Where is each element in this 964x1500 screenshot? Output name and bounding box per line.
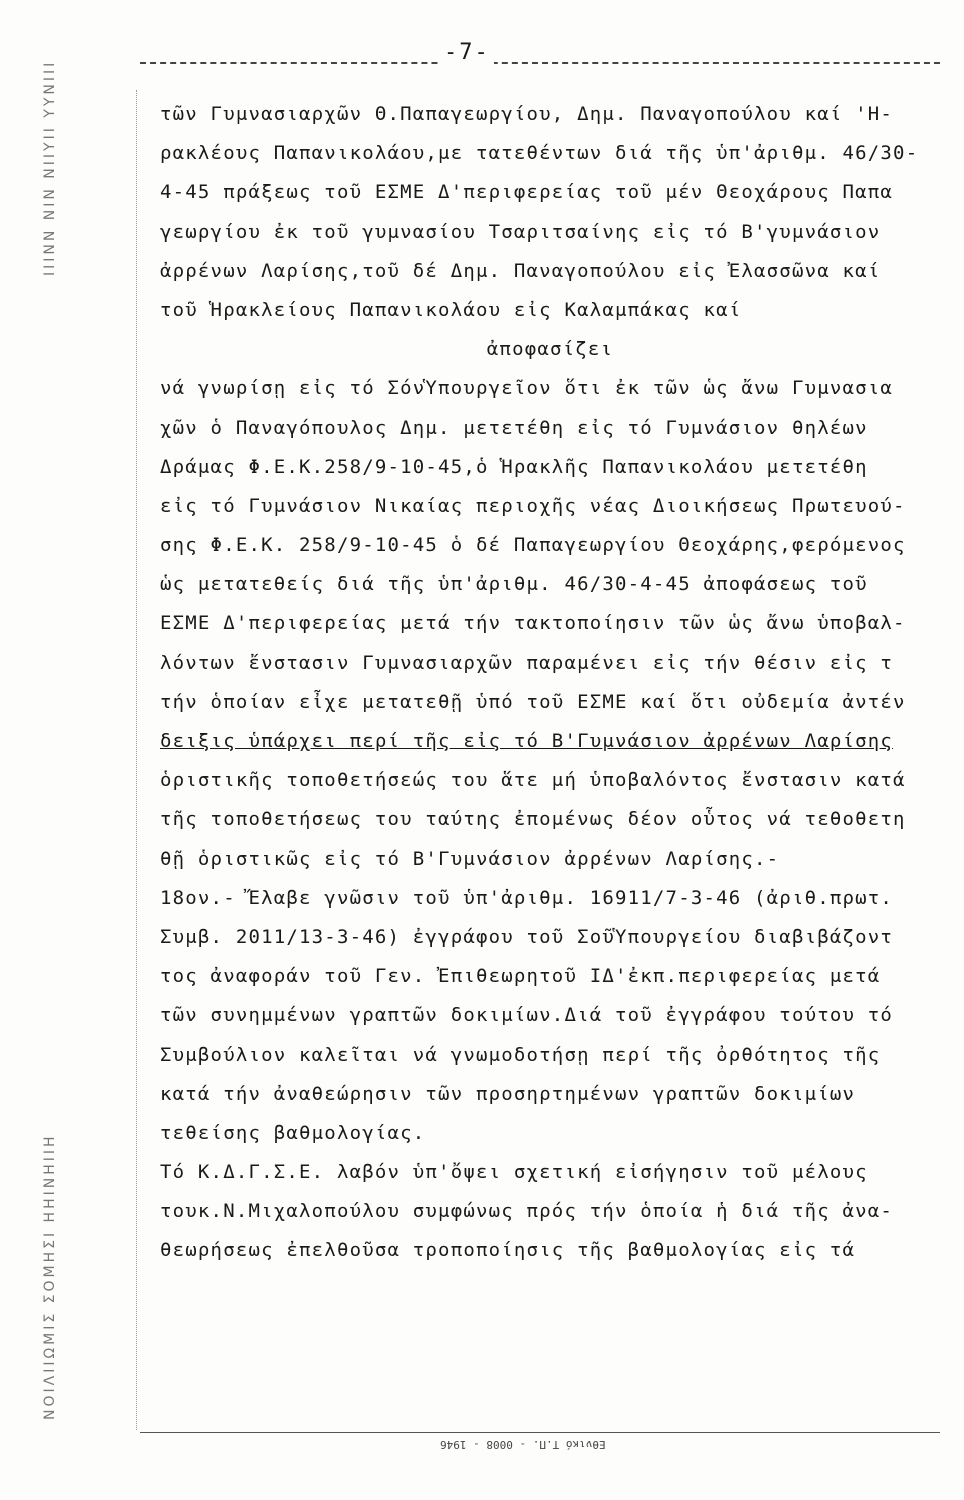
margin-line (136, 90, 137, 1430)
text-line: Συμβούλιον καλεῖται νά γνωμοδοτήσῃ περί τῆς ὀρθότητος τῆς (160, 1043, 881, 1066)
text-line: θῇ ὁριστικῶς εἰς τό Β'Γυμνάσιον ἀρρένων Λαρίσης.- (160, 847, 780, 870)
text-line: χῶν ὁ Παναγόπουλος Δημ. μετετέθη εἰς τό Γυμνάσιον θηλέων (160, 416, 868, 439)
margin-stamp-text-2: ΙΙΙΝΝ ΝΙΝ ΝΙΙΥΙΙ ΥΥΝΙΙΙ (42, 60, 58, 277)
text-line: εἰς τό Γυμνάσιον Νικαίας περιοχῆς νέας Διοικήσεως Πρωτευού- (160, 494, 906, 517)
text-line: κατά τήν ἀναθεώρησιν τῶν προσηρτημένων γραπτῶν δοκιμίων (160, 1082, 856, 1105)
text-line: Δράμας Φ.Ε.Κ.258/9-10-45,ὁ Ἡρακλῆς Παπανικολάου μετετέθη (160, 455, 868, 478)
margin-archive-stamp (42, 60, 82, 1420)
document-body (160, 95, 940, 1271)
text-line: ρακλέους Παπανικολάου,με τατεθέντων διά τῆς ὑπ'ἀριθμ. 46/30- (160, 142, 919, 165)
text-line: 18ον.- Ἔλαβε γνῶσιν τοῦ ὑπ'ἀριθμ. 16911/7-3-46 (ἀριθ.πρωτ. (160, 886, 894, 909)
decision-heading: ἀποφασίζει (486, 338, 614, 361)
footer-stamp: Εθνικό Τ.Π. - 0008 - 1946 (440, 1438, 606, 1451)
text-line: δειξις ὑπάρχει περί τῆς εἰς τό Β'Γυμνάσιον ἀρρένων Λαρίσης (160, 730, 894, 752)
text-line: τεθείσης βαθμολογίας. (160, 1121, 426, 1144)
text-line: ἀρρένων Λαρίσης,τοῦ δέ Δημ. Παναγοπούλου εἰς Ἐλασσῶνα καί (160, 259, 881, 282)
text-line: Τό Κ.Δ.Γ.Σ.Ε. λαβόν ὑπ'ὄψει σχετική εἰσήγησιν τοῦ μέλους (160, 1161, 868, 1184)
text-line: Συμβ. 2011/13-3-46) ἐγγράφου τοῦ ΣοῦὙπουργείου διαβιβάζοντ (160, 925, 894, 948)
top-divider (140, 62, 940, 64)
text-line: 4-45 πράξεως τοῦ ΕΣΜΕ Δ'περιφερείας τοῦ μέν Θεοχάρους Παπα (160, 181, 894, 204)
bottom-divider (140, 1432, 940, 1433)
text-line: ὡς μετατεθείς διά τῆς ὑπ'ἀριθμ. 46/30-4-45 ἀποφάσεως τοῦ (160, 573, 868, 596)
text-line: ΕΣΜΕ Δ'περιφερείας μετά τήν τακτοποίησιν τῶν ὡς ἄνω ὑποβαλ- (160, 612, 906, 635)
text-line: τῆς τοποθετήσεως του ταύτης ἐπομένως δέον οὗτος νά τεθοθετη (160, 808, 906, 831)
text-line: λόντων ἔνστασιν Γυμνασιαρχῶν παραμένει εἰς τήν θέσιν εἰς τ (160, 651, 894, 674)
text-line: σης Φ.Ε.Κ. 258/9-10-45 ὁ δέ Παπαγεωργίου Θεοχάρης,φερόμενος (160, 534, 906, 557)
text-line: νά γνωρίσῃ εἰς τό ΣόνὙπουργεῖον ὅτι ἐκ τῶν ὡς ἄνω Γυμνασια (160, 377, 894, 400)
page-number: -7- (440, 40, 494, 65)
text-line: θεωρήσεως ἐπελθοῦσα τροποποίησις τῆς βαθμολογίας εἰς τά (160, 1239, 856, 1262)
text-line: γεωργίου ἐκ τοῦ γυμνασίου Τσαριτσαίνης εἰς τό Β'γυμνάσιον (160, 220, 881, 243)
text-line: τῶν Γυμνασιαρχῶν Θ.Παπαγεωργίου, Δημ. Παναγοπούλου καί 'Η- (160, 103, 894, 125)
text-line: ὁριστικῆς τοποθετήσεώς του ἅτε μή ὑποβαλόντος ἔνστασιν κατά (160, 769, 906, 792)
text-line: τήν ὁποίαν εἶχε μετατεθῇ ὑπό τοῦ ΕΣΜΕ καί ὅτι οὐδεμία ἀντέν (160, 690, 906, 713)
margin-stamp-text-1: ΝΟΙΛΙΙΩΜΙΣ ΣΟΜΗΣΙ ΗΗΙΝΗΙΙΗ (42, 1133, 58, 1420)
text-line: τοῦ Ἡρακλείους Παπανικολάου εἰς Καλαμπάκας καί (160, 298, 742, 321)
text-line: τῶν συνημμένων γραπτῶν δοκιμίων.Διά τοῦ ἐγγράφου τούτου τό (160, 1004, 894, 1027)
text-line: τος ἀναφοράν τοῦ Γεν. Ἐπιθεωρητοῦ ΙΔ'ἐκπ.περιφερείας μετά (160, 965, 881, 988)
text-line: τουκ.Ν.Μιχαλοπούλου συμφώνως πρός τήν ὁποία ἡ διά τῆς ἀνα- (160, 1200, 894, 1223)
